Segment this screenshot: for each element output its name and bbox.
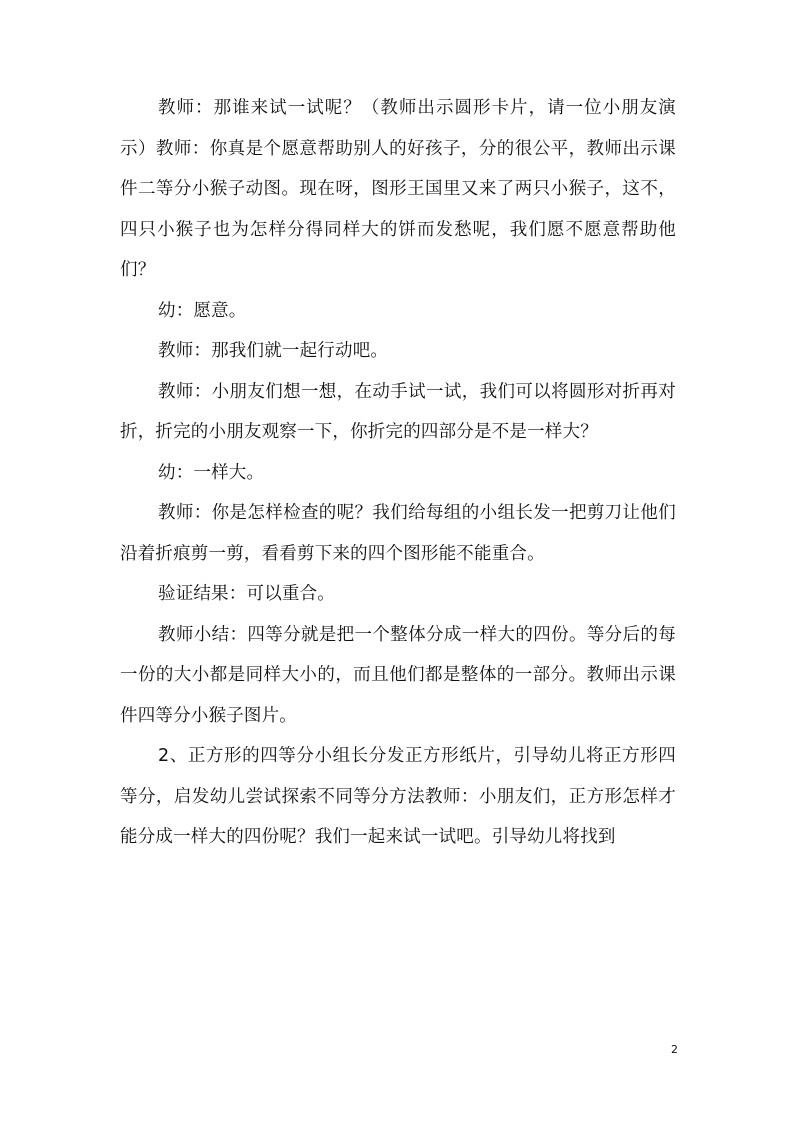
paragraph: 教师：小朋友们想一想，在动手试一试，我们可以将圆形对折再对折，折完的小朋友观察一下，你折完的四部分是不是一样大？ (120, 381, 676, 442)
page-number: 2 (671, 1043, 678, 1056)
paragraph: 幼：愿意。 (158, 300, 247, 321)
paragraph: 2、正方形的四等分小组长分发正方形纸片，引导幼儿将正方形四等分，启发幼儿尝试探索不同等分方法教师：小朋友们，正方形怎样才能分成一样大的四份呢？我们一起来试一试吧。引导幼儿将找到 (120, 746, 676, 847)
paragraph: 验证结果：可以重合。 (158, 584, 335, 604)
paragraph: 教师小结：四等分就是把一个整体分成一样大的四份。等分后的每一份的大小都是同样大小的，而且他们都是整体的一部分。教师出示课件四等分小猴子图片。 (120, 624, 676, 726)
paragraph: 教师：那我们就一起行动吧。 (158, 341, 389, 361)
paragraph: 幼：一样大。 (158, 462, 265, 483)
document-body (120, 88, 676, 858)
paragraph: 教师：你是怎样检查的呢？我们给每组的小组长发一把剪刀让他们沿着折痕剪一剪，看看剪下来的四个图形能不能重合。 (120, 503, 676, 564)
paragraph: 教师：那谁来试一试呢？（教师出示圆形卡片，请一位小朋友演示）教师：你真是个愿意帮助别人的好孩子，分的很公平，教师出示课件二等分小猴子动图。现在呀，图形王国里又来了两只小猴子，这不，四只小猴子也为怎样分得同样大的饼而发愁呢，我们愿不愿意帮助他们？ (120, 98, 676, 280)
